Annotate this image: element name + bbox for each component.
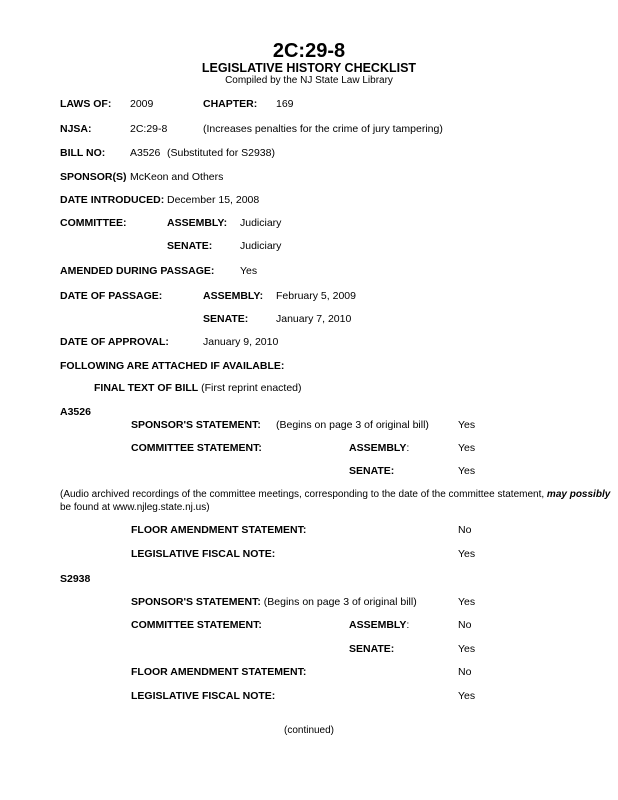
audio-note-part1: (Audio archived recordings of the committee meetings, corresponding to the date of the committee statement, — [60, 489, 545, 500]
sponsor-value: McKeon and Others — [130, 171, 224, 183]
s2938-senate-label: SENATE: — [349, 643, 395, 655]
s2938-floor-amendment-label: FLOOR AMENDMENT STATEMENT: — [131, 666, 307, 678]
date-passage-label: DATE OF PASSAGE: — [60, 290, 163, 302]
a3526-committee-assembly: ASSEMBLY: — [349, 442, 410, 454]
page-subtitle: LEGISLATIVE HISTORY CHECKLIST — [201, 61, 417, 75]
s2938-committee-statement-label: COMMITTEE STATEMENT: — [131, 619, 262, 631]
a3526-sponsor-statement-label: SPONSOR'S STATEMENT: — [131, 419, 261, 431]
a3526-senate-label: SENATE: — [349, 465, 395, 477]
committee-assembly-label: ASSEMBLY: — [167, 217, 228, 229]
compiled-by: Compiled by the NJ State Law Library — [225, 75, 393, 86]
a3526-fiscal-note-label: LEGISLATIVE FISCAL NOTE: — [131, 548, 276, 560]
date-approval-label: DATE OF APPROVAL: — [60, 336, 169, 348]
s2938-committee-assembly: ASSEMBLY: — [349, 619, 410, 631]
date-introduced-value: December 15, 2008 — [167, 194, 260, 206]
committee-senate-value: Judiciary — [240, 240, 282, 252]
a3526-sponsor-statement-note: (Begins on page 3 of original bill) — [276, 419, 429, 431]
committee-assembly-value: Judiciary — [240, 217, 282, 229]
bill-no-note: (Substituted for S2938) — [167, 147, 275, 159]
a3526-floor-amendment-label: FLOOR AMENDMENT STATEMENT: — [131, 524, 307, 536]
a3526-committee-statement-label: COMMITTEE STATEMENT: — [131, 442, 262, 454]
page-title: 2C:29-8 — [272, 40, 346, 62]
final-text-note: (First reprint enacted) — [201, 382, 302, 394]
passage-senate-value: January 7, 2010 — [276, 313, 352, 325]
njsa-label: NJSA: — [60, 123, 92, 135]
s2938-assembly-value: No — [458, 619, 472, 631]
bill-section-s2938: S2938 — [60, 573, 91, 585]
date-approval-value: January 9, 2010 — [203, 336, 279, 348]
a3526-senate-value: Yes — [458, 465, 476, 477]
bill-no-label: BILL NO: — [60, 147, 106, 159]
s2938-fiscal-note-value: Yes — [458, 690, 476, 702]
laws-of-value: 2009 — [130, 98, 154, 110]
bill-section-a3526: A3526 — [60, 406, 91, 418]
audio-note-part2: be found at www.njleg.state.nj.us) — [60, 501, 210, 513]
passage-senate-label: SENATE: — [203, 313, 249, 325]
bill-no-value: A3526 — [130, 147, 161, 159]
passage-assembly-label: ASSEMBLY: — [203, 290, 264, 302]
sponsor-label: SPONSOR(S) — [60, 171, 127, 183]
committee-senate-label: SENATE: — [167, 240, 213, 252]
passage-assembly-value: February 5, 2009 — [276, 290, 356, 302]
s2938-assembly-label: ASSEMBLY — [349, 619, 407, 631]
s2938-sponsor-statement-label: SPONSOR'S STATEMENT: — [131, 596, 261, 608]
continued-note: (continued) — [283, 725, 335, 736]
s2938-fiscal-note-label: LEGISLATIVE FISCAL NOTE: — [131, 690, 276, 702]
s2938-sponsor-statement-note: (Begins on page 3 of original bill) — [263, 596, 417, 608]
s2938-senate-value: Yes — [458, 643, 476, 655]
s2938-floor-amendment-value: No — [458, 666, 472, 678]
njsa-value: 2C:29-8 — [130, 123, 168, 135]
chapter-value: 169 — [276, 98, 294, 110]
audio-archive-note — [60, 489, 618, 514]
audio-note-emphasis: may possibly — [546, 489, 611, 500]
chapter-label: CHAPTER: — [203, 98, 258, 110]
date-introduced-label: DATE INTRODUCED: — [60, 194, 165, 206]
amended-label: AMENDED DURING PASSAGE: — [60, 265, 215, 277]
amended-value: Yes — [240, 265, 258, 277]
a3526-assembly-value: Yes — [458, 442, 476, 454]
a3526-fiscal-note-value: Yes — [458, 548, 476, 560]
committee-label: COMMITTEE: — [60, 217, 127, 229]
a3526-assembly-label: ASSEMBLY — [349, 442, 407, 454]
final-text-line — [94, 382, 302, 395]
a3526-sponsor-statement-value: Yes — [458, 419, 476, 431]
laws-of-label: LAWS OF: — [60, 98, 112, 110]
s2938-sponsor-statement-value: Yes — [458, 596, 476, 608]
s2938-sponsor-statement — [131, 596, 417, 609]
njsa-description: (Increases penalties for the crime of jury tampering) — [203, 123, 443, 135]
a3526-floor-amendment-value: No — [458, 524, 472, 536]
attached-heading: FOLLOWING ARE ATTACHED IF AVAILABLE: — [60, 360, 285, 372]
final-text-label: FINAL TEXT OF BILL — [94, 382, 199, 394]
